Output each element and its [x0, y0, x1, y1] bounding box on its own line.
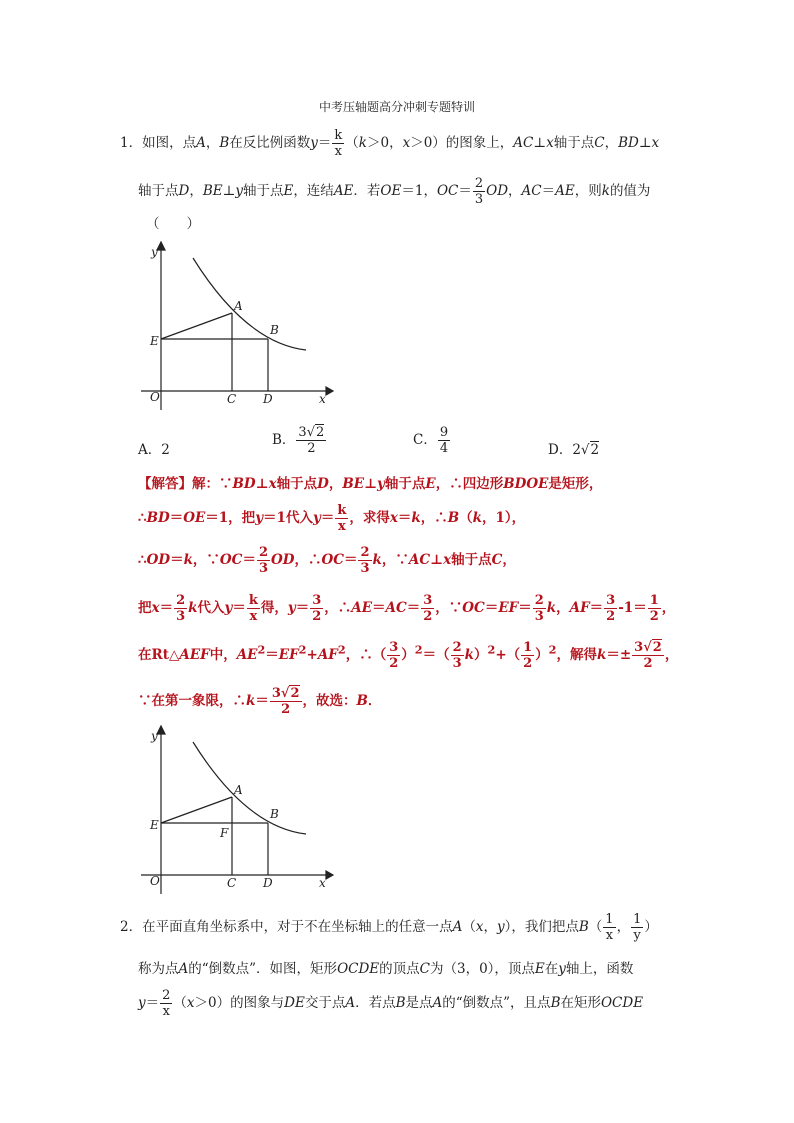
answer-blank: （ ）	[146, 216, 200, 232]
label-x: x	[319, 392, 326, 406]
q1-line-1: 1．如图，点A，B在反比例函数y＝ $\frac{k}{x}$ （k＞0，x＞0）的图象上，AC⊥x轴于点C，BD⊥x	[120, 128, 660, 159]
question-number: 1．	[120, 135, 143, 151]
document-title: 中考压轴题高分冲刺专题特训	[318, 100, 475, 114]
solution-label: 【解答】解：	[138, 476, 219, 492]
label-A: A	[234, 299, 243, 313]
solution-line-5: 在Rt△AEF中，$AE^2=EF^2+AF^2$，∴（ $\frac{3}{2}$ ）$^2$＝（ $\frac{2}{3}$ k）$^2$+（ $\frac{1}{2}$ ）$^2$，解得k＝± $\frac{3√2}{2}$ ，	[138, 640, 679, 671]
figure-2	[136, 722, 336, 894]
label-y: y	[151, 245, 158, 259]
hyperbola-curve	[193, 258, 306, 350]
x-axis-arrow	[326, 387, 333, 395]
solution-line-2: ∴BD＝OE＝1，把y＝1代入y＝ $\frac{k}{x}$ ，求得x＝k，∴B（k，1），	[138, 503, 526, 534]
question-number: 2．	[120, 919, 143, 935]
label-x: x	[319, 876, 326, 890]
solution-line-6: ∵在第一象限，∴k＝ $\frac{3√2}{2}$ ，故选：B．	[138, 686, 382, 717]
option-d: D．2√2	[548, 442, 600, 458]
solution-line-1: 【解答】解：∵BD⊥x轴于点D，BE⊥y轴于点E，∴四边形BDOE是矩形，	[138, 476, 603, 492]
label-B: B	[270, 323, 279, 337]
segment-EA	[161, 313, 232, 339]
segment-EA	[161, 797, 232, 823]
label-D: D	[263, 876, 273, 890]
label-E: E	[150, 818, 159, 832]
q2-line-1: 2．在平面直角坐标系中，对于不在坐标轴上的任意一点A（x，y），我们把点B（ $\frac{1}{x}$ ， $\frac{1}{y}$ ）	[120, 912, 658, 943]
label-D: D	[263, 392, 273, 406]
q2-line-3: y＝ $\frac{2}{x}$ （x＞0）的图象与DE交于点A．若点B是点A的“倒数点”，且点B在矩形OCDE	[138, 988, 644, 1019]
q2-line-2: 称为点A的“倒数点”．如图，矩形OCDE的顶点C为（3，0），顶点E在y轴上，函数	[138, 961, 634, 977]
label-E: E	[150, 334, 159, 348]
solution-line-3: ∴OD＝k，∵OC＝ $\frac{2}{3}$ OD，∴OC＝ $\frac{2}{3}$ k，∵AC⊥x轴于点C，	[138, 545, 516, 576]
option-a: A．2	[138, 442, 170, 458]
solution-line-4: 把x＝ $\frac{2}{3}$ k代入y＝ $\frac{k}{x}$ 得，y＝ $\frac{3}{2}$ ，∴AE＝AC＝ $\frac{3}{2}$ ，∵OC＝EF＝ $\frac{2}{3}$ k，AF＝ $\frac{3}{2}$ -1＝ $\frac{1}{2}$ ，	[138, 593, 676, 624]
label-B: B	[270, 807, 279, 821]
label-O: O	[150, 874, 160, 888]
q1-line-2: 轴于点D，BE⊥y轴于点E，连结AE．若OE＝1，OC＝ $\frac{2}{3}$ OD，AC＝AE，则k的值为	[138, 176, 651, 207]
label-y: y	[151, 729, 158, 743]
option-b: B． $\frac{3√2}{2}$	[272, 425, 325, 456]
label-C: C	[227, 392, 237, 406]
hyperbola-curve	[193, 742, 306, 834]
y-axis-arrow	[157, 726, 165, 734]
label-C: C	[227, 876, 237, 890]
label-O: O	[150, 390, 160, 404]
figure-1	[136, 238, 336, 410]
x-axis-arrow	[326, 871, 333, 879]
y-axis-arrow	[157, 242, 165, 250]
label-A: A	[234, 783, 243, 797]
option-c: C． $\frac{9}{4}$	[413, 425, 449, 456]
label-F: F	[220, 826, 229, 840]
